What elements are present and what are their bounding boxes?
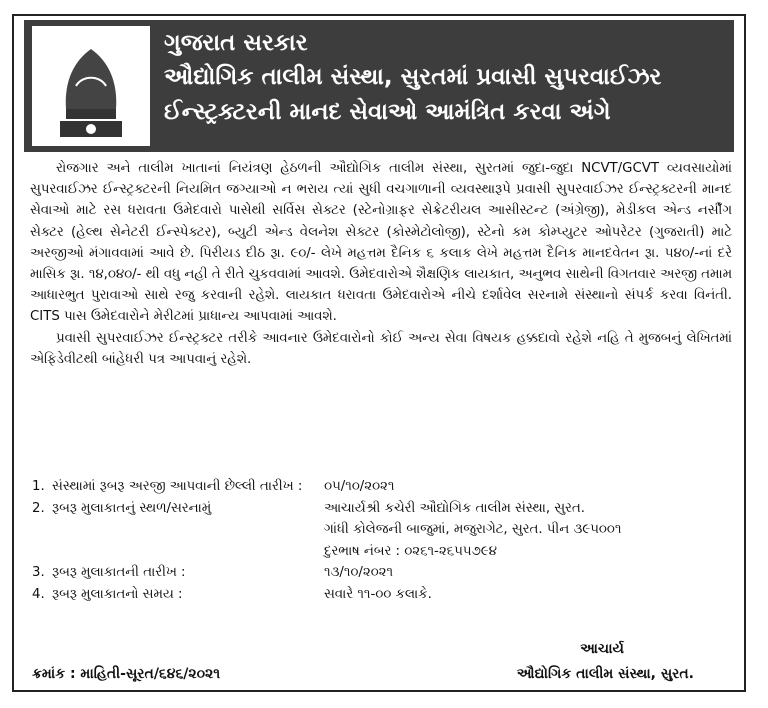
paragraph-1: રોજગાર અને તાલીમ ખાતાનાં નિયંત્રણ હેઠળની ઔદ્યોગિક તાલીમ સંસ્થા, સુરતમાં જુદા-જુદા NCVT/GCVT વ્યવસાયોમાં સુપરવાઈઝર ઈન્સ્ટ્રક્ટરની નિયમિત જગ્યાઓ ન ભરાય ત્યાં સુધી વચગાળાની વ્યવસ્થારૂપે પ્રવાસી સુપરવાઈઝર ઈન્સ્ટ્રક્ટરની માનદ સેવાઓ માટે રસ ધરાવતા ઉમેદવારો પાસેથી સર્વિસ સેક્ટર (સ્ટેનોગ્રાફર સેક્રેટરીયલ આસીસ્ટન્ટ (અંગ્રેજી), મેડીકલ એન્ડ નર્સીંગ સેક્ટર (હેલ્થ સેનેટરી ઈન્સ્પેક્ટર), બ્યુટી એન્ડ વેલનેશ સેક્ટર (કોસ્મેટોલોજી), સ્ટેનો કમ કોમ્પ્યુટર ઓપરેટર (ગુજરાતી) માટે અરજીઓ મંગાવવામાં આવે છે. પિરીયડ દીઠ રૂા. ૯૦/- લેખે મહત્તમ દૈનિક ૬ કલાક લેખે મહત્તમ દૈનિક માનદવેતન રૂા. ૫૪૦/-નાં દરે માસિક રૂા. ૧૪,૦૪૦/- થી વધુ નહી તે રીતે ચુકવવામાં આવશે. ઉમેદવારોએ શૈક્ષણિક લાયકાત, અનુભવ સાથેની વિગતવાર અરજી તમામ આધારભુત પુરાવાઓ સાથે રજુ કરવાની રહેશે. લાયકાત ધરાવતા ઉમેદવારોએ નીચે દર્શાવેલ સરનામે સંસ્થાનો સંપર્ક કરવા વિનંતી. CITS પાસ ઉમેદવારોને મેરીટમાં પ્રાધાન્ય આપવામાં આવશે. <box>30 161 732 325</box>
list-item: 4. રૂબરૂ મુલાકાતનો સમય : સવારે ૧૧-૦૦ કલાકે. <box>32 586 432 602</box>
signature-role: આચાર્ય <box>580 641 624 657</box>
notice-title-line2: ઈન્સ્ટ્રક્ટરની માનદ સેવાઓ આમંત્રિત કરવા અંગે <box>164 99 611 125</box>
reference-number: ક્રમાંક : માહિતી-સૂરત/૬૪૬/૨૦૨૧ <box>32 666 221 682</box>
notice-frame <box>12 14 746 692</box>
header-text <box>164 28 728 128</box>
government-name: ગુજરાત સરકાર <box>164 30 308 56</box>
notice-title-line1: ઔદ્યોગિક તાલીમ સંસ્થા, સુરતમાં પ્રવાસી સુપરવાઈઝર <box>164 64 662 90</box>
list-item: 1. સંસ્થામાં રૂબરૂ અરજી આપવાની છેલ્લી તારીખ : ૦૫/૧૦/૨૦૨૧ <box>32 479 395 494</box>
details-list <box>32 476 732 605</box>
notice-header <box>24 20 734 152</box>
list-item: 2. રૂબરૂ મુલાકાતનું સ્થળ/સરનામું આચાર્યશ્રી કચેરી ઔદ્યોગિક તાલીમ સંસ્થા, સુરત. <box>32 500 585 516</box>
signature-org: ઔદ્યોગિક તાલીમ સંસ્થા, સુરત. <box>516 666 694 682</box>
list-item: દુરભાષ નંબર : ૦૨૬૧-૨૬૫૫૭૯૪ <box>324 543 497 559</box>
paragraph-2: પ્રવાસી સુપરવાઈઝર ઈન્સ્ટ્રક્ટર તરીકે આવનાર ઉમેદવારોનો કોઈ અન્ય સેવા વિષયક હક્કદાવો રહેશે નહિ તે મુજબનું લેખિતમાં એફિડેવીટથી બાંહેધરી પત્ર આપવાનું રહેશે. <box>30 330 732 367</box>
emblem-icon <box>32 26 150 146</box>
list-item: 3. રૂબરૂ મુલાકાતની તારીખ : ૧૩/૧૦/૨૦૨૧ <box>32 565 393 580</box>
list-item: ગાંધી કોલેજની બાજુમાં, મજુરાગેટ, સુરત. પીન ૩૯૫૦૦૧ <box>324 522 622 537</box>
notice-body <box>30 158 732 370</box>
